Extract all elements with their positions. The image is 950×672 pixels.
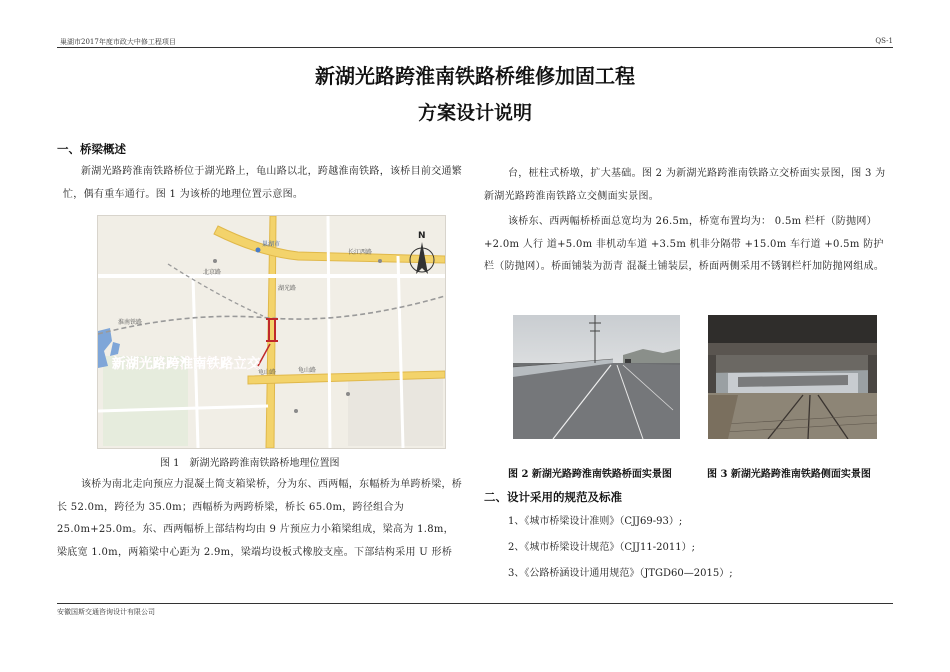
document-subtitle: 方案设计说明 — [417, 102, 532, 124]
header-project: 巢湖市2017年度市政大中修工程项目 — [60, 38, 176, 46]
map-road-label: 淮南铁路 — [118, 319, 143, 326]
paragraph-location: 新湖光路跨淮南铁路桥位于湖光路上，龟山路以北，跨越淮南铁路，该桥目前交通繁忙，偶有重车通行。图 1 为该桥的地理位置示意图。 — [63, 166, 463, 200]
list-item: 3、《公路桥涵设计通用规范》（JTGD60—2015）; — [508, 568, 733, 579]
map-bridge-label: 新湖光路跨淮南铁路立交 — [112, 356, 261, 372]
document-title: 新湖光路跨淮南铁路桥维修加固工程 — [315, 64, 635, 88]
map-road-label: 北京路 — [203, 269, 222, 276]
north-label: N — [418, 231, 426, 241]
section-2-heading: 二、设计采用的规范及标准 — [484, 490, 622, 504]
header-rule — [57, 47, 893, 48]
bridge-side-photo — [708, 315, 877, 439]
list-item: 2、《城市桥梁设计规范》（CJJ11-2011）; — [508, 542, 695, 553]
list-item: 1、《城市桥梁设计准则》（CJJ69-93）; — [508, 516, 683, 527]
paragraph-structure: 该桥为南北走向预应力混凝土简支箱梁桥，分为东、西两幅，东幅桥为单跨桥梁，桥长 52.0m，跨径为 35.0m；西幅桥为两跨桥梁，桥长 65.0m，跨径组合为 25.0m+25.0m。东、西两幅桥上部结构均由 9 片预应力小箱梁组成，梁高为 1.8m，梁底宽 1.0m，两箱梁中心距为 2.9m，梁端均设板式橡胶支座。下部结构采用 U 形桥 — [57, 479, 463, 558]
map-road-label: 湖光路 — [278, 285, 297, 292]
map-road-label: 长江西路 — [348, 249, 373, 256]
standards-list — [508, 509, 733, 587]
figure-2-caption: 图 2 新湖光路跨淮南铁路桥面实景图 — [508, 469, 672, 480]
footer-company: 安徽国斯交通咨询设计有限公司 — [57, 608, 155, 616]
map-road-label: 龟山路 — [258, 369, 277, 376]
header-code: QS-1 — [875, 37, 893, 45]
paragraph-substructure: 台，桩柱式桥墩，扩大基础。图 2 为新湖光路跨淮南铁路立交桥面实景图，图 3 为新湖光路跨淮南铁路立交侧面实景图。 — [484, 168, 886, 202]
section-1-heading: 一、桥梁概述 — [57, 142, 126, 156]
map-place-label: 巢湖市 — [262, 241, 281, 248]
footer-rule — [57, 603, 893, 604]
paragraph-deck-width: 该桥东、西两幅桥桥面总宽均为 26.5m，桥宽布置均为： 0.5m 栏杆（防抛网）+2.0m 人行 道+5.0m 非机动车道 +3.5m 机非分隔带 +15.0m 车行道 +0.5m 防护栏（防抛网）。桥面铺装为沥青 混凝土铺装层，桥面两侧采用不锈钢栏杆加防抛网组成。 — [484, 216, 885, 272]
figure-3-caption: 图 3 新湖光路跨淮南铁路侧面实景图 — [707, 469, 871, 480]
map-road-label: 龟山路 — [298, 367, 317, 374]
bridge-deck-photo — [513, 315, 680, 439]
figure-1-caption: 图 1 新湖光路跨淮南铁路桥地理位置图 — [160, 458, 340, 469]
location-map — [97, 215, 446, 449]
